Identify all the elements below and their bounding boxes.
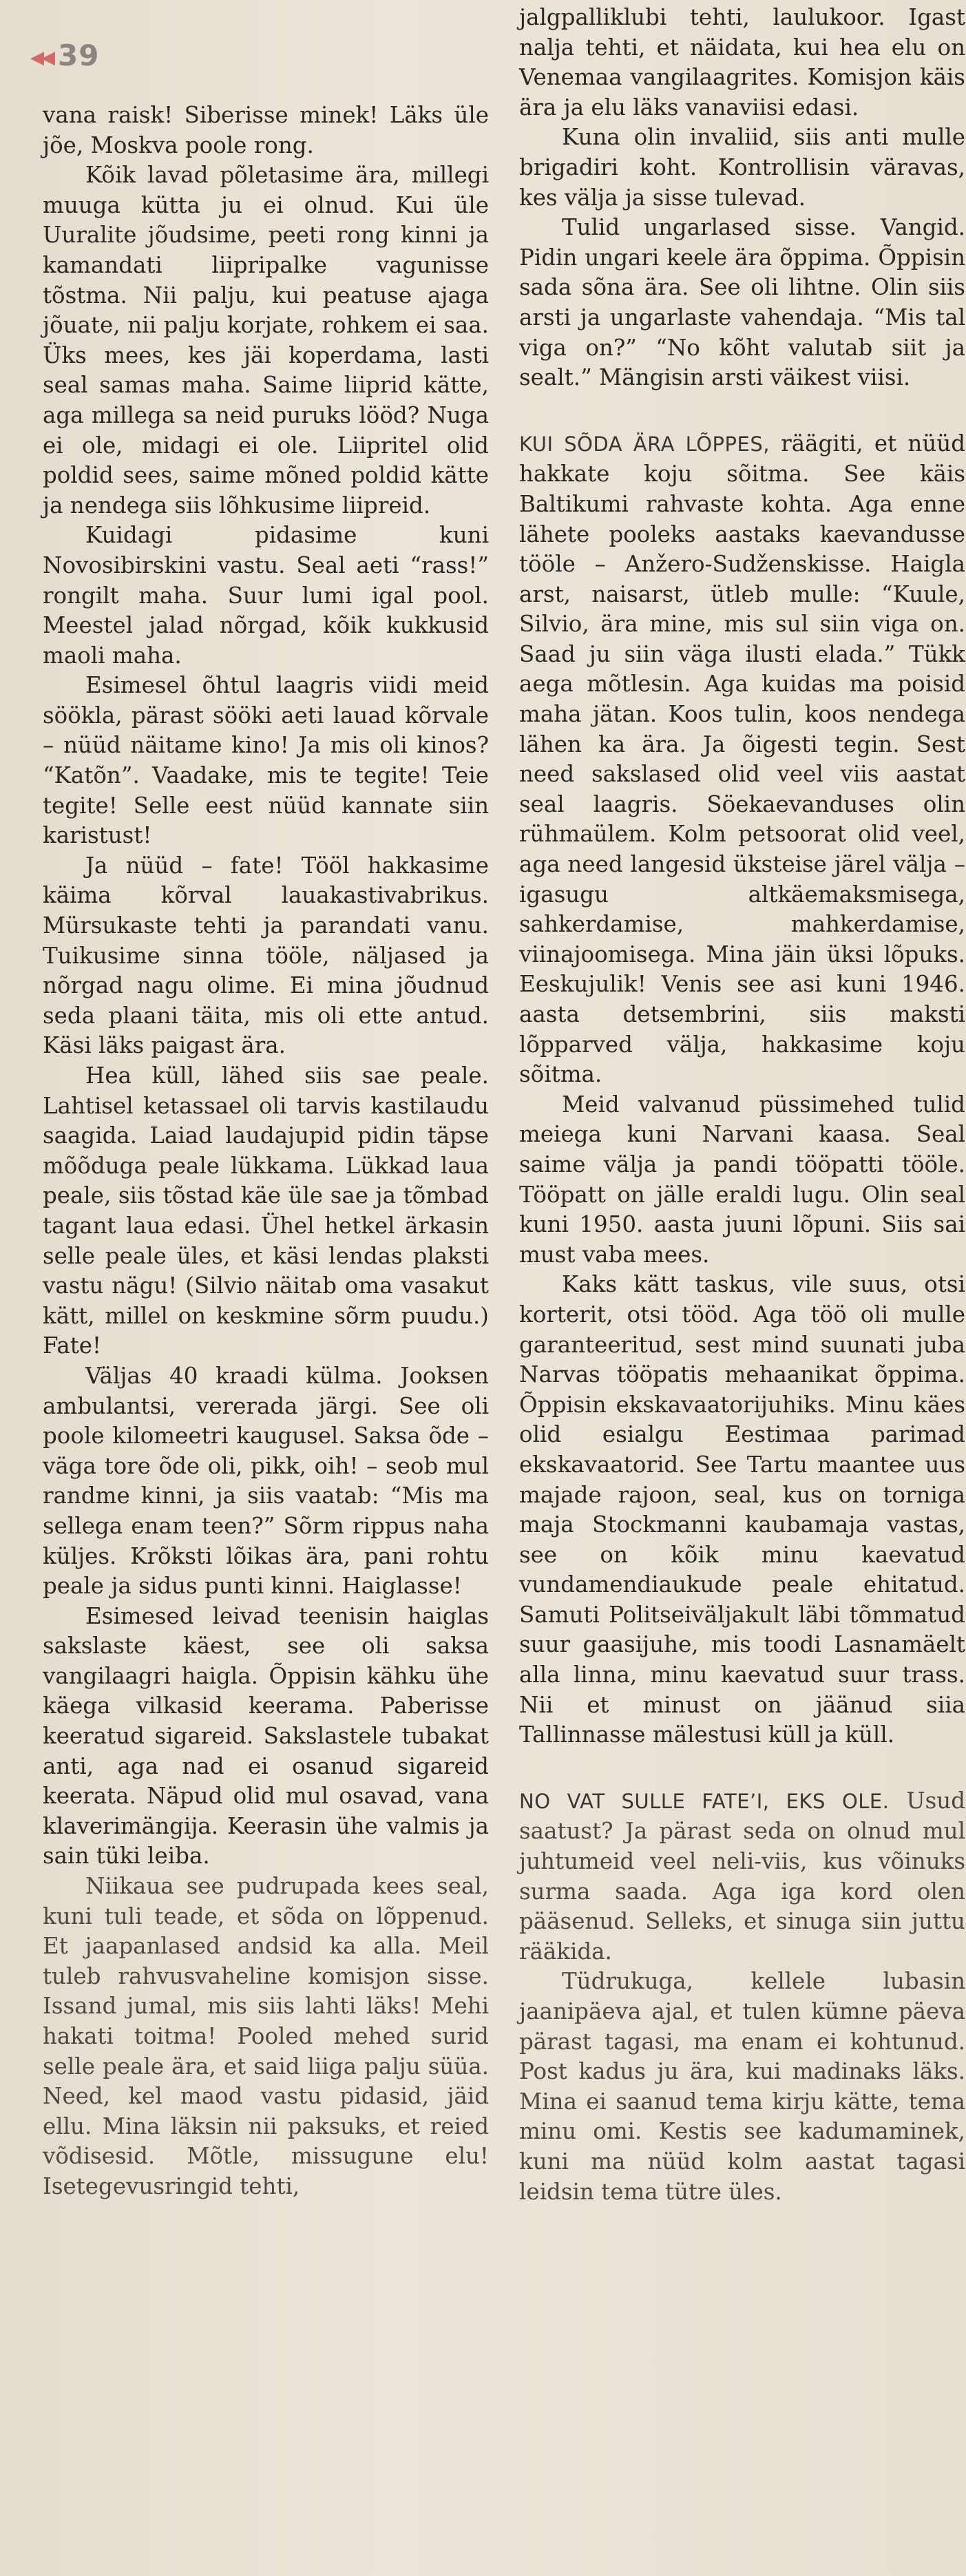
- back-arrows-icon: ◀◀: [30, 47, 52, 68]
- paragraph: Tulid ungarlased sisse. Vangid. Pidin ungari keele ära õppima. Õppisin sada sõna ära. See oli lihtne. Olin siis arsti ja ungarlaste vahendaja. “Mis tal viga on?” “No kõht valutab siit ja sealt.” Mängisin arsti väikest viisi.: [519, 214, 965, 391]
- paragraph: Esimesed leivad teenisin haiglas sakslaste käest, see oli saksa vangilaagri haigla. Õppisin kähku ühe käega vilkasid keerama. Paberisse keeratud sigareid. Sakslastele tubakat anti, aga nad ei osanud sigareid keerata. Näpud olid mul osavad, vana klaverimängija. Keerasin ühe valmis ja sain tüki leiba.: [43, 1602, 489, 1870]
- paragraph: Meid valvanud püssimehed tulid meiega kuni Narvani kaasa. Seal saime välja ja pandi tööpatti tööle. Tööpatt on jälle eraldi lugu. Olin seal kuni 1950. aasta juuni lõpuni. Siis sai must vaba mees.: [519, 1091, 965, 1268]
- paragraph: Ja nüüd – fate! Tööl hakkasime käima kõrval lauakastivabrikus. Mürsukaste tehti ja parandati vanu. Tuikusime sinna tööle, näljased ja nõrgad nagu olime. Ei mina jõudnud seda plaani täita, mis oli ette antud. Käsi läks paigast ära.: [43, 852, 489, 1059]
- paragraph: Kuidagi pidasime kuni Novosibirskini vastu. Seal aeti “rass!” rongilt maha. Suur lumi igal pool. Meestel jalad nõrgad, kõik kukkusid maoli maha.: [43, 522, 489, 669]
- section-text: räägiti, et nüüd hakkate koju sõitma. See käis Baltikumi rahvaste kohta. Aga enne lähete pooleks aastaks kaevandusse tööle – Anžero-Sudženskisse. Haigla arst, naisarst, ütleb mulle: “Kuule, Silvio, ära mine, mis sul siin viga on. Saad ju siin väga ilusti elada.” Tükk aega mõtlesin. Aga kuidas ma poisid maha jätan. Koos tulin, koos nendega lähen ka ära. Ja õigesti tegin. Sest need sakslased olid veel viis aastat seal laagris. Söekaevanduses olin rühmaülem. Kolm petsoorat olid veel, aga need langesid üksteise järel välja – igasugu altkäemaksmisega, sahkerdamise, mahkerdamise, viinajoomisega. Mina jäin üksi lõpuks. Eeskujulik! Venis see asi kuni 1946. aasta detsembrini, siis maksti lõpparved välja, hakkasime koju sõitma.: [519, 430, 965, 1088]
- section-paragraph: [519, 429, 965, 1090]
- paragraph: Hea küll, lähed siis sae peale. Lahtisel ketassael oli tarvis kastilaudu saagida. Laiad laudajupid pidin täpse mõõduga peale lükkama. Lükkad laua peale, siis tõstad käe üle sae ja tõmbad tagant laua edasi. Ühel hetkel ärkasin selle peale üles, et käsi lendas plaksti vastu nägu! (Silvio näitab oma vasakut kätt, millel on keskmine sõrm puudu.) Fate!: [43, 1062, 489, 1359]
- right-column: [519, 0, 965, 2207]
- section-text: Usud saatust? Ja pärast seda on olnud mul juhtumeid veel neli-viis, kus võinuks surma saada. Aga iga kord olen pääsenud. Selleks, et sinuga siin juttu rääkida.: [519, 1787, 965, 1965]
- paragraph: Väljas 40 kraadi külma. Jooksen ambulantsi, vererada järgi. See oli poole kilomeetri kaugusel. Saksa õde – väga tore õde oli, pikk, oih! – seob mul randme kinni, ja siis vaatab: “Mis ma sellega enam teen?” Sõrm rippus naha küljes. Krõksti lõikas ära, pani rohtu peale ja sidus punti kinni. Haiglasse!: [43, 1362, 489, 1600]
- section-lead: KUI SÕDA ÄRA LÕPPES,: [519, 432, 770, 456]
- page-number-value: 39: [58, 39, 100, 72]
- paragraph: jalgpalliklubi tehti, laulukoor. Igast nalja tehti, et näidata, kui hea elu on Venemaa vangilaagrites. Komisjon käis ära ja elu läks vanaviisi edasi.: [519, 4, 965, 121]
- paragraph: Kaks kätt taskus, vile suus, otsi korterit, otsi tööd. Aga töö oli mulle garanteeritud, sest mind suunati juba Narvas tööpatis mehaanikat õppima. Õppisin ekskavaatorijuhiks. Minu käes olid esialgu Eestimaa parimad ekskavaatorid. See Tartu maantee uus majade rajoon, seal, kus on torniga maja Stockmanni kaubamaja vastas, see on kõik minu kaevatud vundamendiaukude peale ehitatud. Samuti Politseiväljakult läbi tõmmatud suur gaasijuhe, mis toodi Lasnamäelt alla linna, minu kaevatud suur trass. Nii et minust on jäänud siia Tallinnasse mälestusi küll ja küll.: [519, 1271, 965, 1748]
- article-columns: [43, 0, 965, 2207]
- section-lead: NO VAT SULLE FATE’I, EKS OLE.: [519, 1789, 890, 1813]
- paragraph: Tüdrukuga, kellele lubasin jaanipäeva ajal, et tulen kümne päeva pärast tagasi, ma enam ei kohtunud. Post kadus ju ära, kui madinaks läks. Mina ei saanud tema kirju kätte, tema minu omi. Kestis see kadumaminek, kuni ma nüüd kolm aastat tagasi leidsin tema tütre üles.: [519, 1968, 965, 2205]
- paragraph: Esimesel õhtul laagris viidi meid söökla, pärast sööki aeti lauad kõrvale – nüüd näitame kino! Ja mis oli kinos? “Katõn”. Vaadake, mis te tegite! Teie tegite! Selle eest nüüd kannate siin karistust!: [43, 672, 489, 849]
- left-column: [43, 0, 489, 2207]
- paragraph: Kõik lavad põletasime ära, millegi muuga kütta ju ei olnud. Kui üle Uuralite jõudsime, peeti rong kinni ja kamandati liipripalke vagunisse tõstma. Nii palju, kui peatuse ajaga jõuate, nii palju korjate, rohkem ei saa. Üks mees, kes jäi koperdama, lasti seal samas maha. Saime liiprid kätte, aga millega sa neid puruks lööd? Nuga ei ole, midagi ei ole. Liipritel olid poldid sees, saime mõned poldid kätte ja nendega siis lõhkusime liipreid.: [43, 162, 489, 519]
- paragraph: Niikaua see pudrupada kees seal, kuni tuli teade, et sõda on lõppenud. Et jaapanlased andsid ka alla. Meil tuleb rahvusvaheline komisjon sisse. Issand jumal, mis siis lahti läks! Mehi hakati toitma! Pooled mehed surid selle peale ära, et said liiga palju süüa. Need, kel maod vastu pidasid, jäid ellu. Mina läksin nii paksuks, et reied võdisesid. Mõtle, missugune elu! Isetegevusringid tehti,: [43, 1873, 489, 2199]
- section-paragraph: [519, 1786, 965, 1967]
- paragraph: Kuna olin invaliid, siis anti mulle brigadiri koht. Kontrollisin väravas, kes välja ja sisse tulevad.: [519, 124, 965, 211]
- paragraph: vana raisk! Siberisse minek! Läks üle jõe, Moskva poole rong.: [43, 102, 489, 158]
